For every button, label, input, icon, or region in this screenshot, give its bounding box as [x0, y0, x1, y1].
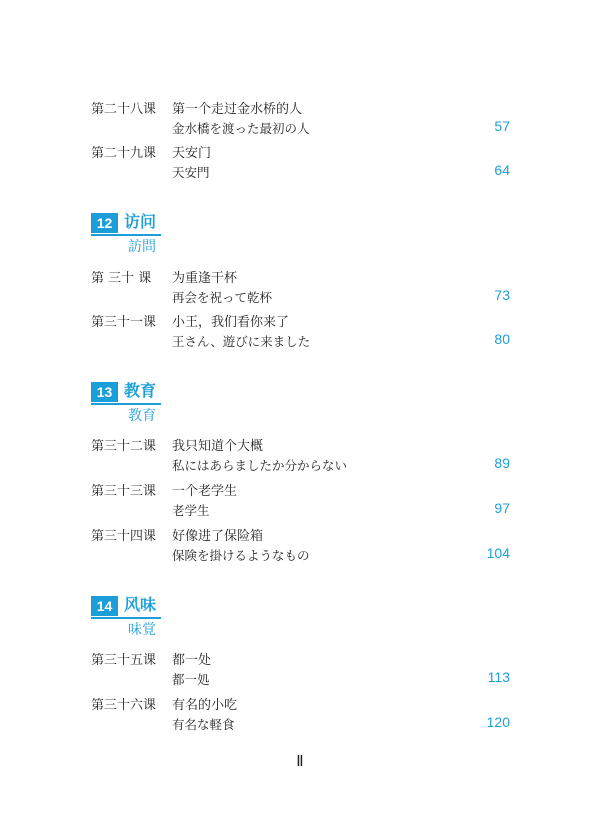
- unit-underline: [91, 617, 161, 619]
- unit-header: [91, 213, 291, 257]
- lesson-title: 天安门: [172, 146, 212, 161]
- toc-entry[interactable]: [0, 101, 600, 141]
- lesson-title: 好像进了保险箱: [172, 529, 264, 544]
- lesson-title-jp: 王さん、遊びに来ました: [172, 334, 311, 349]
- unit-header: [91, 382, 291, 426]
- unit-title: 风味: [124, 595, 157, 614]
- lesson-number: 第三十四课: [91, 529, 157, 544]
- page-number[interactable]: 113: [487, 669, 510, 685]
- unit-number-badge: 12: [91, 213, 118, 233]
- lesson-title-jp: 都一処: [172, 672, 210, 687]
- unit-number-badge: 13: [91, 382, 118, 402]
- lesson-title: 有名的小吃: [172, 698, 238, 713]
- toc-entry[interactable]: [0, 697, 600, 737]
- unit-number-badge: 14: [91, 596, 118, 616]
- unit-title-jp: 味覚: [128, 622, 156, 638]
- unit-underline: [91, 403, 161, 405]
- unit-header: [91, 596, 291, 640]
- lesson-number: 第二十八课: [91, 102, 157, 117]
- lesson-title: 一个老学生: [172, 484, 238, 499]
- footer-page-number: Ⅱ: [296, 754, 304, 770]
- lesson-number: 第二十九课: [91, 146, 157, 161]
- toc-entry[interactable]: [0, 314, 600, 354]
- unit-title-jp: 訪問: [128, 239, 156, 255]
- toc-entry[interactable]: [0, 483, 600, 523]
- page-number[interactable]: 73: [494, 287, 510, 303]
- lesson-title-jp: 金水橋を渡った最初の人: [172, 121, 310, 136]
- lesson-title: 为重逢干杯: [172, 271, 238, 286]
- lesson-title-jp: 老学生: [172, 503, 210, 518]
- lesson-title: 第一个走过金水桥的人: [172, 102, 303, 117]
- lesson-title-jp: 天安門: [172, 165, 210, 180]
- lesson-number: 第三十一课: [91, 315, 157, 330]
- unit-underline: [91, 234, 161, 236]
- unit-title: 教育: [124, 381, 157, 400]
- lesson-number: 第三十二课: [91, 439, 157, 454]
- lesson-number: 第 三十 课: [91, 271, 152, 286]
- lesson-number: 第三十六课: [91, 698, 157, 713]
- page-number[interactable]: 80: [494, 331, 510, 347]
- page-number[interactable]: 89: [494, 455, 510, 471]
- unit-title: 访问: [124, 212, 157, 231]
- toc-entry[interactable]: [0, 270, 600, 310]
- toc-entry[interactable]: [0, 652, 600, 692]
- lesson-title-jp: 保険を掛けるようなもの: [172, 548, 310, 563]
- toc-entry[interactable]: [0, 528, 600, 568]
- lesson-number: 第三十五课: [91, 653, 157, 668]
- lesson-title: 都一处: [172, 653, 212, 668]
- page-number[interactable]: 57: [494, 118, 510, 134]
- lesson-title-jp: 有名な軽食: [172, 717, 235, 732]
- page-number[interactable]: 104: [486, 545, 510, 561]
- lesson-number: 第三十三课: [91, 484, 157, 499]
- page-number[interactable]: 97: [494, 500, 510, 516]
- lesson-title: 我只知道个大概: [172, 439, 264, 454]
- lesson-title-jp: 私にはあらましたか分からない: [172, 458, 348, 473]
- lesson-title-jp: 再会を祝って乾杯: [172, 290, 273, 305]
- page-number[interactable]: 120: [486, 714, 510, 730]
- lesson-title: 小王，我们看你来了: [172, 315, 290, 330]
- page-number[interactable]: 64: [494, 162, 510, 178]
- toc-entry[interactable]: [0, 145, 600, 185]
- toc-entry[interactable]: [0, 438, 600, 478]
- unit-title-jp: 教育: [128, 408, 156, 424]
